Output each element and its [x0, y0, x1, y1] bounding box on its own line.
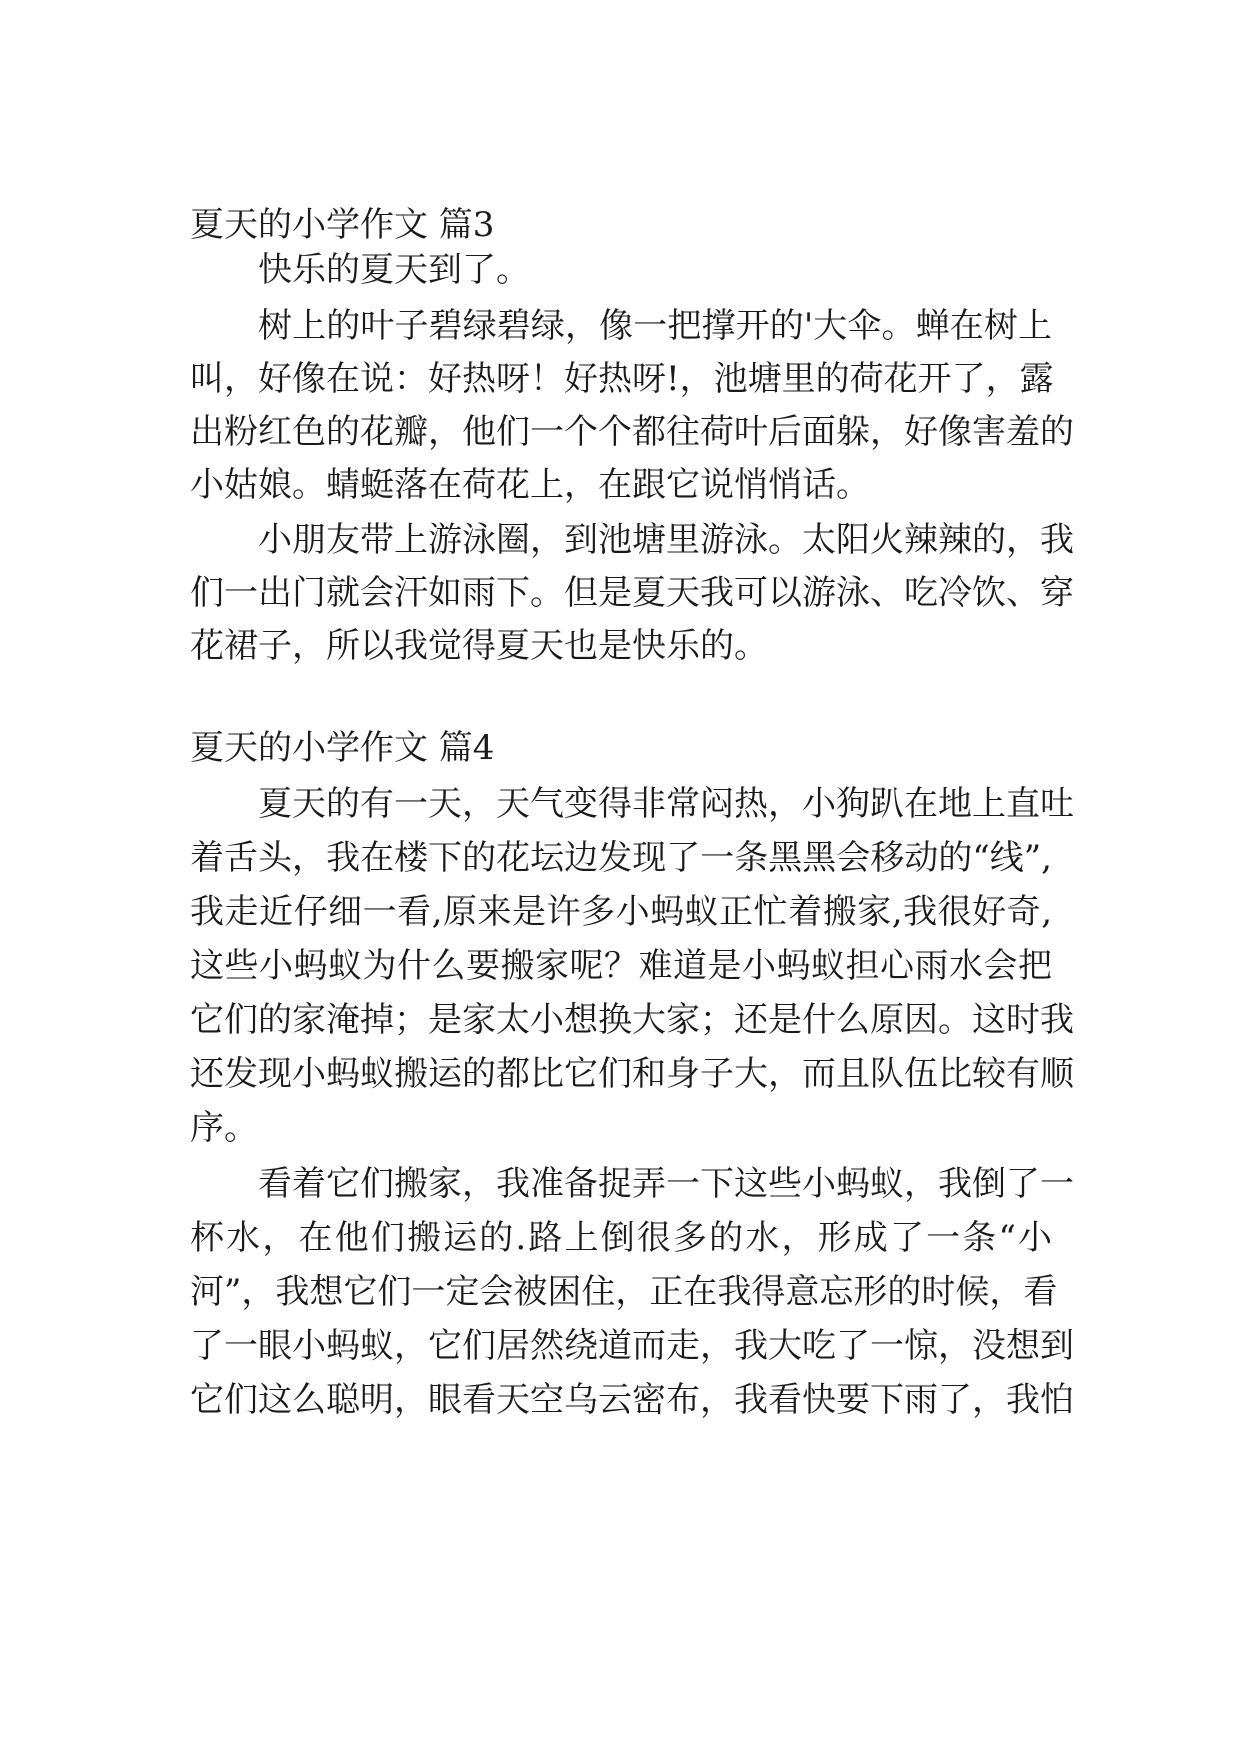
- section-heading: 夏天的小学作文 篇3: [190, 205, 495, 245]
- paragraph-line: 树上的叶子碧绿碧绿，像一把撑开的'大伞。蝉在树上: [258, 306, 1052, 346]
- paragraph-line: 了一眼小蚂蚁，它们居然绕道而走，我大吃了一惊，没想到: [190, 1326, 1074, 1366]
- paragraph-line: 序。: [190, 1108, 258, 1148]
- paragraph-line: 着舌头，我在楼下的花坛边发现了一条黑黑会移动的“线”,: [190, 838, 1052, 878]
- paragraph-line: 小朋友带上游泳圈，到池塘里游泳。太阳火辣辣的，我: [258, 520, 1074, 560]
- paragraph-line: 河”，我想它们一定会被困住，正在我得意忘形的时候，看: [190, 1272, 1058, 1312]
- paragraph-line: 这些小蚂蚁为什么要搬家呢？难道是小蚂蚁担心雨水会把: [190, 946, 1052, 986]
- paragraph-line: 我走近仔细一看,原来是许多小蚂蚁正忙着搬家,我很好奇,: [190, 892, 1052, 932]
- paragraph-line: 快乐的夏天到了。: [258, 250, 530, 290]
- paragraph-line: 们一出门就会汗如雨下。但是夏天我可以游泳、吃冷饮、穿: [190, 573, 1074, 613]
- paragraph-line: 看着它们搬家，我准备捉弄一下这些小蚂蚁，我倒了一: [258, 1164, 1074, 1204]
- paragraph-line: 小姑娘。蜻蜓落在荷花上，在跟它说悄悄话。: [190, 465, 870, 505]
- paragraph-line: 花裙子，所以我觉得夏天也是快乐的。: [190, 626, 768, 666]
- paragraph-line: 叫，好像在说：好热呀！好热呀!，池塘里的荷花开了，露: [190, 359, 1054, 399]
- paragraph-line: 出粉红色的花瓣，他们一个个都往荷叶后面躲，好像害羞的: [190, 412, 1074, 452]
- section-heading: 夏天的小学作文 篇4: [190, 728, 495, 768]
- paragraph-line: 它们这么聪明，眼看天空乌云密布，我看快要下雨了，我怕: [190, 1380, 1074, 1420]
- paragraph-line: 杯水，在他们搬运的.路上倒很多的水，形成了一条“小: [190, 1218, 1052, 1258]
- paragraph-line: 它们的家淹掉；是家太小想换大家；还是什么原因。这时我: [190, 1000, 1074, 1040]
- paragraph-line: 还发现小蚂蚁搬运的都比它们和身子大，而且队伍比较有顺: [190, 1054, 1074, 1094]
- paragraph-line: 夏天的有一天，天气变得非常闷热，小狗趴在地上直吐: [258, 784, 1074, 824]
